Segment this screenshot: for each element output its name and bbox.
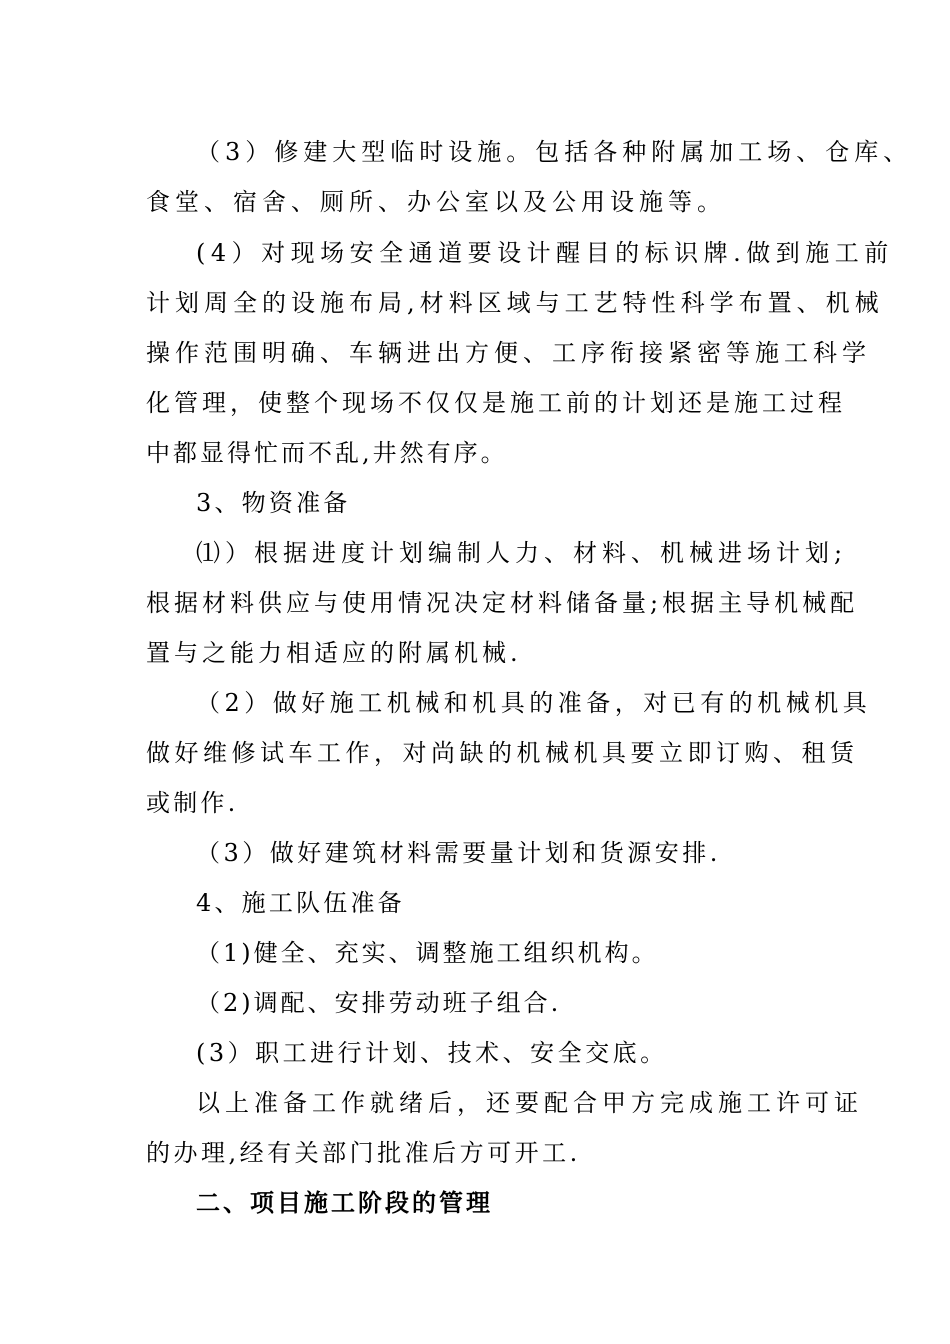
text-line: 化管理，使整个现场不仅仅是施工前的计划还是施工过程 <box>146 389 846 417</box>
text-line: （2）做好施工机械和机具的准备，对已有的机械机具 <box>196 689 872 717</box>
text-line: ⑴）根据进度计划编制人力、材料、机械进场计划; <box>196 539 848 567</box>
text-line: 根据材料供应与使用情况决定材料储备量;根据主导机械配 <box>146 589 859 617</box>
text-line: 操作范围明确、车辆进出方便、工序衔接紧密等施工科学 <box>146 339 871 367</box>
text-line: (3）职工进行计划、技术、安全交底。 <box>196 1039 668 1067</box>
text-line: （3）做好建筑材料需要量计划和货源安排. <box>196 839 721 867</box>
text-line: （3）修建大型临时设施。包括各种附属加工场、仓库、 <box>196 138 913 166</box>
text-line: 计划周全的设施布局,材料区域与工艺特性科学布置、机械 <box>146 289 884 317</box>
text-line: （2)调配、安排劳动班子组合. <box>196 989 562 1017</box>
text-line: (4）对现场安全通道要设计醒目的标识牌.做到施工前 <box>196 239 894 267</box>
text-line: 做好维修试车工作，对尚缺的机械机具要立即订购、租赁 <box>146 739 859 767</box>
text-line: 的办理,经有关部门批准后方可开工. <box>146 1139 581 1167</box>
text-line: 或制作. <box>146 789 239 817</box>
text-line: 置与之能力相适应的附属机械. <box>146 639 522 667</box>
text-line: 食堂、宿舍、厕所、办公室以及公用设施等。 <box>146 188 726 216</box>
text-line: 中都显得忙而不乱,井然有序。 <box>146 439 508 467</box>
text-line: 以上准备工作就绪后，还要配合甲方完成施工许可证 <box>196 1089 863 1117</box>
section-heading: 二、项目施工阶段的管理 <box>196 1189 493 1217</box>
text-line: （1)健全、充实、调整施工组织机构。 <box>196 939 659 967</box>
section-title: 4、施工队伍准备 <box>196 889 405 917</box>
section-title: 3、物资准备 <box>196 489 351 517</box>
